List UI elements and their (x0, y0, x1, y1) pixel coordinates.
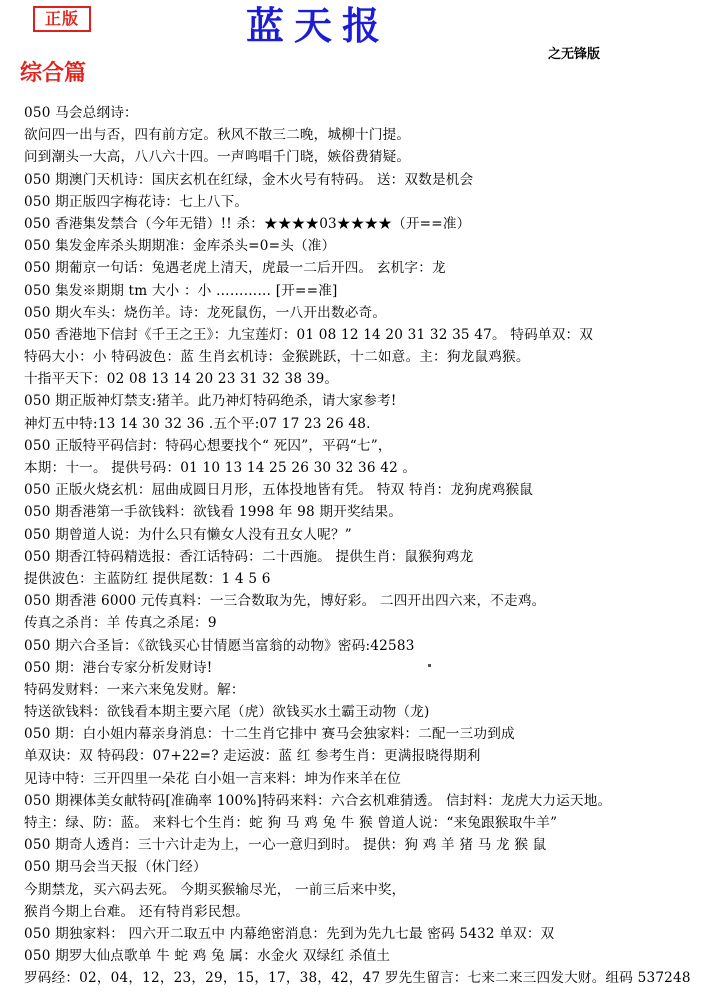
text-line: 050 期正版神灯禁支:猪羊。此乃神灯特码绝杀，请大家参考! (24, 393, 397, 410)
text-line: 050 期六合圣旨：《欲钱买心甘情愿当富翁的动物》密码:42583 (24, 637, 415, 654)
text-line: 单双诀：双 特码段：07+22=? 走运波：蓝 红 参考生肖：更满报晓得期利 (24, 748, 481, 765)
text-line: 传真之杀肖：羊 传真之杀尾：9 (24, 615, 217, 632)
text-line: 神灯五中特:13 14 30 32 36 .五个平:07 17 23 26 48. (24, 415, 371, 432)
text-line: 050 期曾道人说：为什么只有懒女人没有丑女人呢？” (24, 526, 352, 543)
text-line: 050 正版特平码信封：特码心想要找个“ 死囚”，平码“七”， (24, 437, 392, 454)
text-line: 问到潮头一大高，八八六十四。一声鸣唱千门晓，嫉俗费猜疑。 (24, 149, 411, 166)
text-line: 050 集发※期期 tm 大小 ：小 ………… [开==准] (24, 282, 338, 299)
text-line: 050 期独家料： 四六开二取五中 内幕绝密消息：先到为先九七最 密码 5432 单双：双 (24, 925, 555, 942)
text-line: 050 期：港台专家分析发财诗! (24, 659, 213, 676)
text-line: 特送欲钱料：欲钱看本期主要六尾（虎）欲钱买水土霸王动物（龙) (24, 704, 430, 721)
text-line: 050 期澳门天机诗：国庆玄机在红绿，金木火号有特码。 送：双数是机会 (24, 171, 474, 188)
text-line: 050 期火车头：烧伤羊。诗：龙死鼠伤，一八开出数必奇。 (24, 304, 387, 321)
edition-label: 之无锋版 (548, 47, 601, 62)
genuine-stamp: 正版 (33, 6, 91, 32)
text-line: 见诗中特：三开四里一朵花 白小姐一言来料：坤为作来羊在位 (24, 770, 401, 787)
page-title: 蓝天报 (246, 3, 391, 48)
text-line: 050 正版火烧玄机：屈曲成圆日月形，五体投地皆有凭。 特双 特肖：龙狗虎鸡猴鼠 (24, 482, 534, 499)
text-line: 今期禁龙，买六码去死。 今期买猴输尽光， 一前三后来中奖， (24, 881, 406, 898)
text-line: 050 期马会当天报（休门经） (24, 859, 207, 876)
text-line: 050 马会总纲诗： (24, 105, 138, 121)
text-line: 050 期葡京一句话：兔遇老虎上清天，虎最一二后开四。 玄机字：龙 (24, 260, 446, 277)
content-lines (24, 102, 699, 990)
text-line: 十指平天下：02 08 13 14 20 23 31 32 38 39。 (24, 371, 339, 388)
text-line: 050 香港集发禁合（今年无错）!! 杀：★★★★03★★★★（开==准） (24, 215, 471, 232)
text-line: 特主：绿、防：蓝。 来料七个生肖：蛇 狗 马 鸡 兔 牛 猴 曾道人说：“来兔跟猴取牛羊” (24, 815, 558, 831)
text-line: 050 期：白小姐内幕亲身消息：十二生肖它排中 赛马会独家料：二配一三功到成 (24, 726, 515, 743)
text-line: 050 期正版四字梅花诗：七上八下。 (24, 193, 249, 210)
text-line: 050 期香港 6000 元传真料：一三合数取为先，博好彩。 二四开出四六来，不走鸡。 (24, 593, 546, 610)
text-line: 050 期香港第一手欲钱料：欲钱看 1998 年 98 期开奖结果。 (24, 504, 403, 521)
text-line: 提供波色：主蓝防红 提供尾数：1 4 5 6 (24, 570, 271, 587)
text-line: 050 期罗大仙点歌单 牛 蛇 鸡 兔 属：水金火 双绿红 杀值土 (24, 948, 391, 965)
text-line: 050 期裸体美女献特码[准确率 100%]特码来料：六合玄机难猜透。 信封料：龙虎大力运天地。 (24, 792, 612, 809)
text-line: 050 期香江特码精选报：香江话特码：二十西施。 提供生肖：鼠猴狗鸡龙 (24, 548, 474, 565)
text-line: 特码大小：小 特码波色：蓝 生肖玄机诗：金猴跳跃，十二如意。主：狗龙鼠鸡猴。 (24, 349, 530, 366)
text-line: 特码发财料：一来六来兔发财。解： (24, 681, 245, 698)
text-line: 050 集发金库杀头期期准：金库杀头=0=头（准） (24, 238, 336, 255)
text-line: 欲问四一出与否，四有前方定。秋风不散三二晚，城柳十门提。 (24, 127, 411, 144)
text-line: 本期：十一。 提供号码：01 10 13 14 25 26 30 32 36 42 。 (24, 460, 417, 476)
section-heading: 综合篇 (20, 60, 87, 86)
text-line: 050 期奇人透肖：三十六计走为上，一心一意归到时。 提供：狗 鸡 羊 猪 马 龙 猴 鼠 (24, 837, 547, 854)
text-line: 罗码经：02，04，12，23，29，15，17，38，42，47 罗先生留言：七来二来三四发大财。组码 537248 (24, 970, 691, 987)
text-line: 猴肖今期上台难。 还有特肖彩民想。 (24, 903, 250, 920)
stray-dot (428, 664, 431, 667)
text-line: 050 香港地下信封《千王之王》：九宝莲灯：01 08 12 14 20 31 32 35 47。 特码单双：双 (24, 326, 594, 343)
